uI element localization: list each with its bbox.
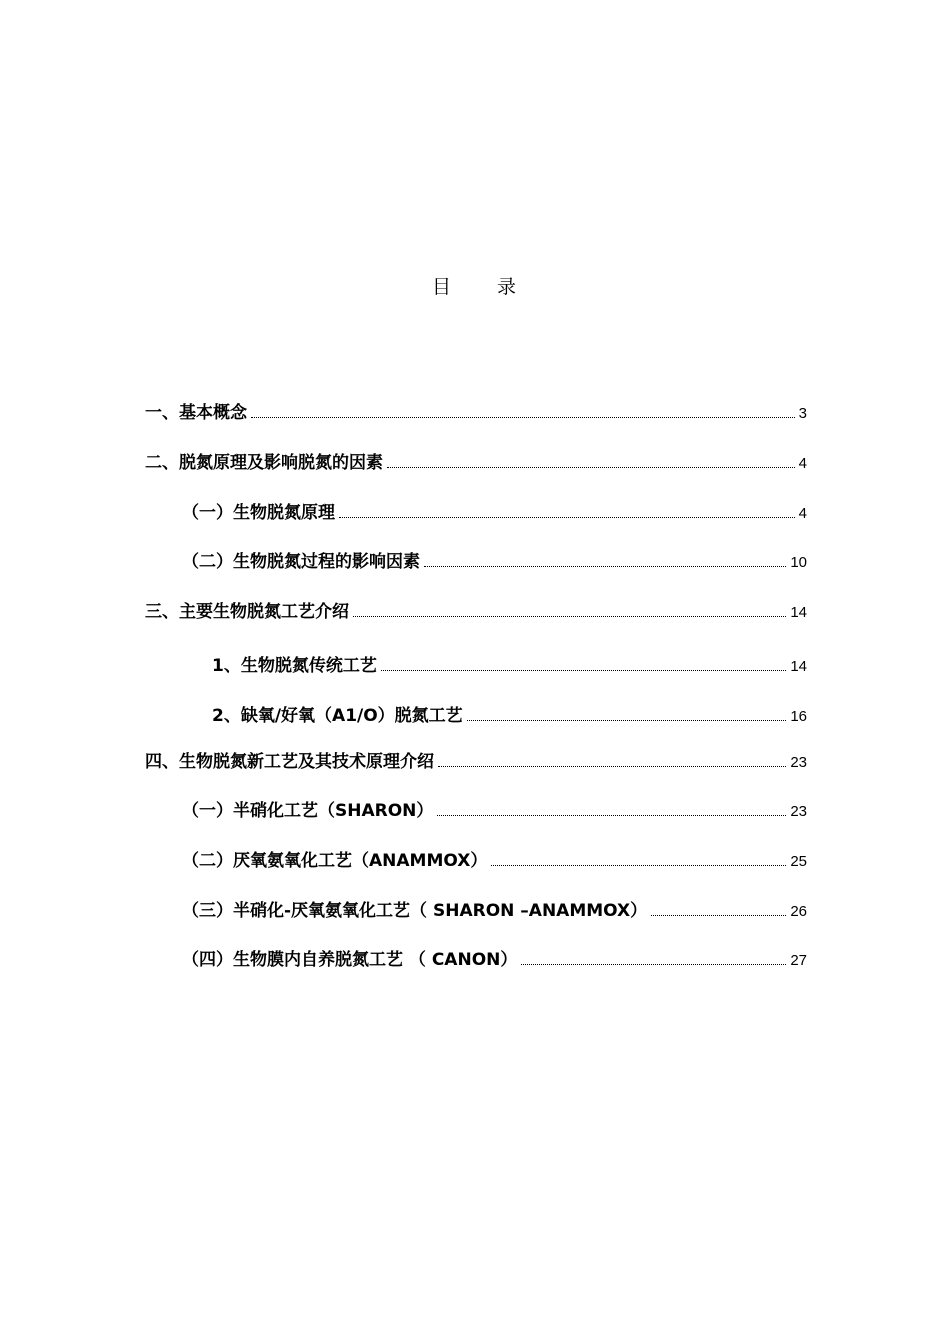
toc-leader-dots <box>467 719 787 721</box>
toc-entry-page: 23 <box>790 754 807 771</box>
toc-entry-10[interactable] <box>182 846 807 870</box>
toc-leader-dots <box>438 765 786 767</box>
toc-entry-9[interactable] <box>182 796 807 820</box>
toc-entry-label: （三）半硝化-厌氧氨氧化工艺（ SHARON –ANAMMOX） <box>182 901 648 921</box>
toc-entry-page: 25 <box>790 853 807 870</box>
toc-entry-page: 4 <box>798 505 807 522</box>
toc-leader-dots <box>424 565 786 567</box>
toc-entry-page: 16 <box>790 708 807 725</box>
toc-leader-dots <box>381 669 786 671</box>
toc-entry-page: 14 <box>790 604 807 621</box>
toc-entry-page: 14 <box>790 658 807 675</box>
toc-leader-dots <box>491 864 786 866</box>
toc-entry-label: 二、脱氮原理及影响脱氮的因素 <box>145 453 383 473</box>
toc-entry-6[interactable] <box>212 651 807 675</box>
toc-leader-dots <box>521 963 786 965</box>
toc-entry-11[interactable] <box>182 896 807 920</box>
toc-entry-label: （一）半硝化工艺（SHARON） <box>182 801 434 821</box>
toc-entry-1[interactable] <box>145 398 807 422</box>
toc-entry-page: 10 <box>790 554 807 571</box>
toc-entry-label: 2、缺氧/好氧（A1/O）脱氮工艺 <box>212 706 463 726</box>
toc-leader-dots <box>339 516 795 518</box>
toc-entry-page: 23 <box>790 803 807 820</box>
toc-leader-dots <box>353 615 786 617</box>
toc-entry-2[interactable] <box>145 448 807 472</box>
toc-entry-8[interactable] <box>145 747 807 771</box>
toc-entry-12[interactable] <box>182 945 807 969</box>
toc-entry-page: 4 <box>798 455 807 472</box>
toc-leader-dots <box>651 914 786 916</box>
toc-entry-label: 四、生物脱氮新工艺及其技术原理介绍 <box>145 752 434 772</box>
toc-entry-label: （二）生物脱氮过程的影响因素 <box>182 552 420 572</box>
toc-entry-label: （一）生物脱氮原理 <box>182 503 335 523</box>
toc-entry-page: 26 <box>790 903 807 920</box>
toc-title <box>0 272 950 299</box>
toc-entry-label: 1、生物脱氮传统工艺 <box>212 656 377 676</box>
toc-entry-page: 27 <box>790 952 807 969</box>
toc-title-char-1: 目 <box>431 276 453 298</box>
toc-entry-3[interactable] <box>182 498 807 522</box>
toc-entry-page: 3 <box>798 405 807 422</box>
toc-title-char-2: 录 <box>497 276 519 298</box>
toc-leader-dots <box>437 814 786 816</box>
toc-entry-label: 三、主要生物脱氮工艺介绍 <box>145 602 349 622</box>
toc-entry-7[interactable] <box>212 701 807 725</box>
toc-entry-label: （四）生物膜内自养脱氮工艺 （ CANON） <box>182 950 518 970</box>
toc-entry-label: 一、基本概念 <box>145 403 247 423</box>
toc-entry-label: （二）厌氧氨氧化工艺（ANAMMOX） <box>182 851 488 871</box>
toc-entry-4[interactable] <box>182 547 807 571</box>
toc-entry-5[interactable] <box>145 597 807 621</box>
toc-leader-dots <box>387 466 795 468</box>
toc-leader-dots <box>251 416 795 418</box>
